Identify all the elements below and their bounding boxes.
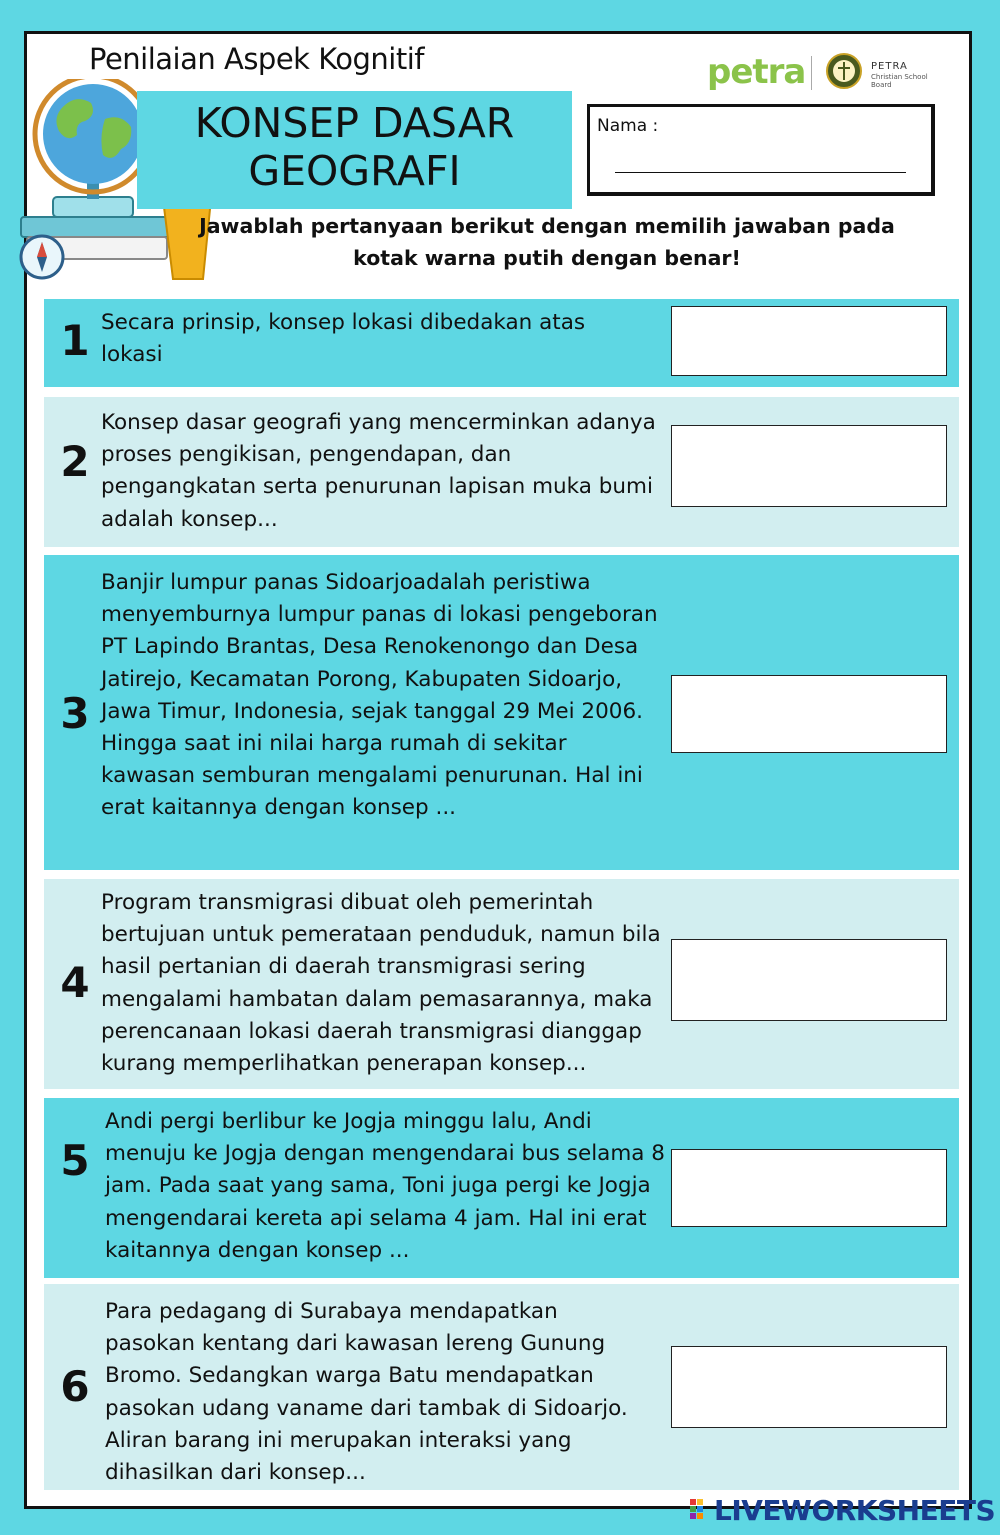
title-line-2: GEOGRAFI: [248, 147, 461, 195]
compass-icon: [17, 232, 67, 282]
liveworksheets-logo: [690, 1494, 995, 1527]
question-number: 3: [60, 689, 90, 738]
question-text: Andi pergi berlibur ke Jogja minggu lalu, Andi menuju ke Jogja dengan mengendarai bus selama 8 jam. Pada saat yang sama, Toni juga pergi ke Jogja mengendarai kereta api selama 4 jam. Hal ini erat kaitannya dengan konsep ...: [105, 1109, 665, 1263]
logo-divider: [811, 56, 812, 90]
instructions: [187, 210, 907, 274]
petra-logo: [707, 52, 947, 102]
question-row: [44, 1098, 959, 1278]
question-row: [44, 555, 959, 870]
worksheet: [24, 31, 972, 1509]
name-field[interactable]: [587, 104, 935, 196]
worksheet-subtitle: Penilaian Aspek Kognitif: [89, 42, 424, 76]
petra-seal-icon: [825, 52, 863, 90]
question-number: 2: [60, 437, 90, 486]
title-banner: [137, 91, 572, 209]
question-row: [44, 397, 959, 547]
question-number: 5: [60, 1136, 90, 1185]
answer-box[interactable]: [671, 1346, 947, 1428]
answer-box[interactable]: [671, 939, 947, 1021]
liveworksheets-mark-icon: [690, 1499, 712, 1523]
petra-logo-text: petra: [707, 52, 806, 92]
question-number: 6: [60, 1362, 90, 1411]
answer-box[interactable]: [671, 1149, 947, 1227]
title-line-1: KONSEP DASAR: [194, 99, 515, 147]
petra-wordmark: [707, 52, 805, 92]
question-text: Konsep dasar geografi yang mencerminkan adanya proses pengikisan, pengendapan, dan pengangkatan serta penurunan lapisan muka bumi adalah konsep...: [101, 410, 656, 532]
question-text: Banjir lumpur panas Sidoarjoadalah peristiwa menyemburnya lumpur panas di lokasi pengeboran PT Lapindo Brantas, Desa Renokenongo dan Desa Jatirejo, Kecamatan Porong, Kabupaten Sidoarjo, Jawa Timur, Indonesia, sejak tanggal 29 Mei 2006. Hingga saat ini nilai harga rumah di sekitar kawasan semburan mengalami penurunan. Hal ini erat kaitannya dengan konsep ...: [101, 570, 658, 821]
answer-box[interactable]: [671, 425, 947, 507]
question-row: [44, 299, 959, 387]
liveworksheets-text: LIVEWORKSHEETS: [714, 1494, 996, 1527]
name-label: Nama :: [597, 116, 659, 136]
name-underline: [615, 172, 906, 173]
brand-subtitle: Christian School Board: [871, 73, 928, 89]
answer-box[interactable]: [671, 306, 947, 376]
question-row: [44, 879, 959, 1089]
instruction-line-1: Jawablah pertanyaan berikut dengan memilih jawaban pada: [199, 214, 895, 238]
instruction-line-2: kotak warna putih dengan benar!: [353, 246, 741, 270]
question-row: [44, 1284, 959, 1490]
question-text: Para pedagang di Surabaya mendapatkan pasokan kentang dari kawasan lereng Gunung Bromo. Sedangkan warga Batu mendapatkan pasokan udang vaname dari tambak di Sidoarjo. Aliran barang ini merupakan interaksi yang dihasilkan dari konsep...: [105, 1299, 628, 1486]
question-text: Program transmigrasi dibuat oleh pemerintah bertujuan untuk pemerataan penduduk, namun bila hasil pertanian di daerah transmigrasi sering mengalami hambatan dalam pemasarannya, maka perencanaan lokasi daerah transmigrasi dianggap kurang memperlihatkan penerapan konsep...: [101, 890, 661, 1077]
answer-box[interactable]: [671, 675, 947, 753]
question-number: 4: [60, 958, 90, 1007]
brand-name: PETRA: [871, 61, 908, 72]
question-text: Secara prinsip, konsep lokasi dibedakan atas lokasi: [101, 310, 586, 368]
question-number: 1: [60, 316, 90, 365]
